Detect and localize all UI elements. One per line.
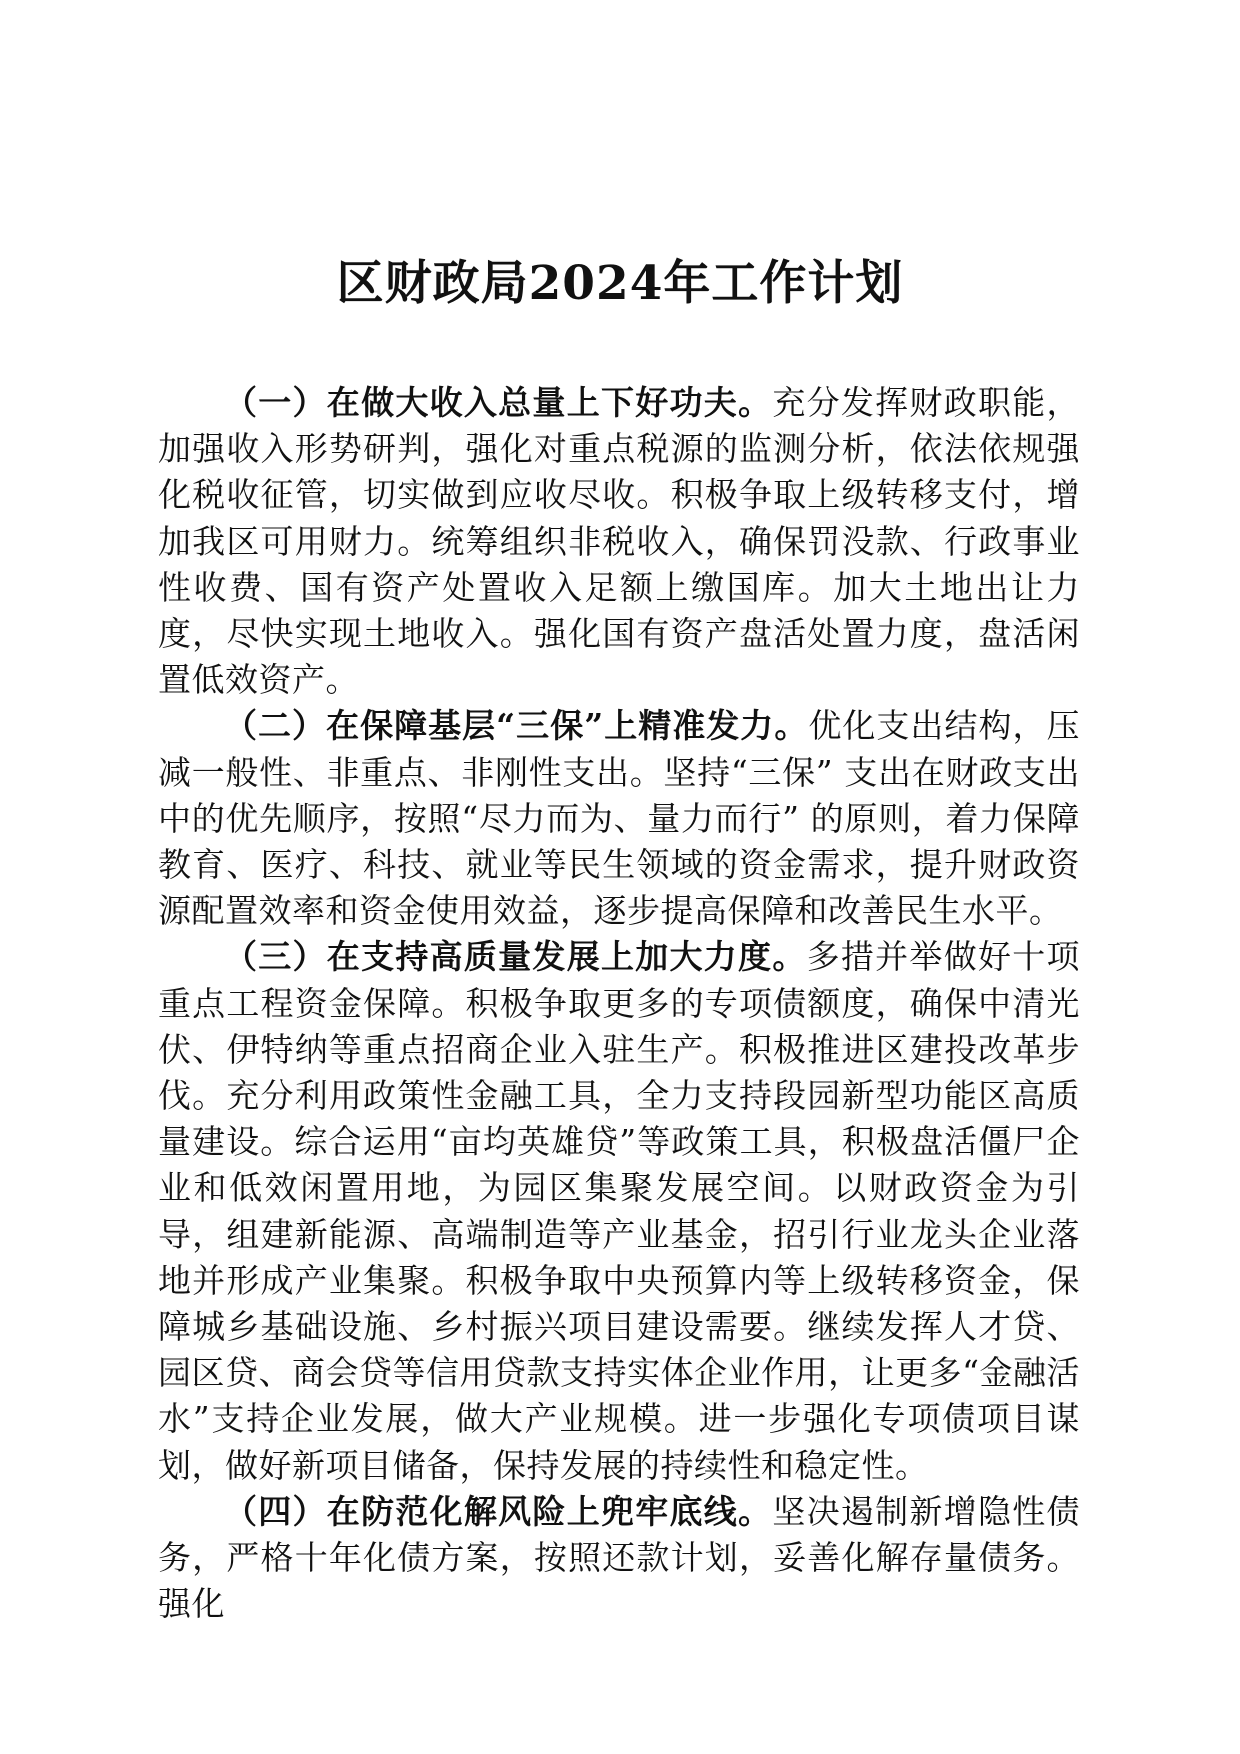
paragraph-2 [158, 703, 1080, 934]
paragraph-2-text: 优化支出结构，压减一般性、非重点、非刚性支出。坚持“三保” 支出在财政支出中的优先顺序，按照“尽力而为、量力而行” 的原则，着力保障教育、医疗、科技、就业等民生领域的资金需求，提升财政资源配置效率和资金使用效益，逐步提高保障和改善民生水平。 [158, 706, 1081, 931]
paragraph-4-heading: （四）在防范化解风险上兜牢底线。 [224, 1491, 773, 1531]
paragraph-3-text: 多措并举做好十项重点工程资金保障。积极争取更多的专项债额度，确保中清光伏、伊特纳等重点招商企业入驻生产。积极推进区建投改革步伐。充分利用政策性金融工具，全力支持段园新型功能区高质量建设。综合运用“亩均英雄贷”等政策工具，积极盘活僵尸企业和低效闲置用地，为园区集聚发展空间。以财政资金为引导，组建新能源、高端制造等产业基金，招引行业龙头企业落地并形成产业集聚。积极争取中央预算内等上级转移资金，保障城乡基础设施、乡村振兴项目建设需要。继续发挥人才贷、园区贷、商会贷等信用贷款支持实体企业作用，让更多“金融活水”支持企业发展，做大产业规模。进一步强化专项债项目谋划，做好新项目储备，保持发展的持续性和稳定性。 [158, 937, 1081, 1485]
paragraph-1-text: 充分发挥财政职能，加强收入形势研判，强化对重点税源的监测分析，依法依规强化税收征管，切实做到应收尽收。积极争取上级转移支付，增加我区可用财力。统筹组织非税收入，确保罚没款、行政事业性收费、国有资产处置收入足额上缴国库。加大土地出让力度，尽快实现土地收入。强化国有资产盘活处置力度，盘活闲置低效资产。 [158, 383, 1081, 700]
document-body [158, 380, 1080, 1627]
paragraph-2-heading: （二）在保障基层“三保”上精准发力。 [224, 706, 809, 746]
paragraph-3-heading: （三）在支持高质量发展上加大力度。 [224, 937, 807, 977]
paragraph-4-text: 坚决遏制新增隐性债务，严格十年化债方案，按照还款计划，妥善化解存量债务。强化 [158, 1491, 1081, 1624]
paragraph-1-heading: （一）在做大收入总量上下好功夫。 [224, 383, 773, 422]
paragraph-3 [158, 934, 1080, 1488]
paragraph-1 [158, 380, 1080, 703]
paragraph-4 [158, 1489, 1080, 1628]
document-title: 区财政局2024年工作计划 [336, 256, 904, 311]
